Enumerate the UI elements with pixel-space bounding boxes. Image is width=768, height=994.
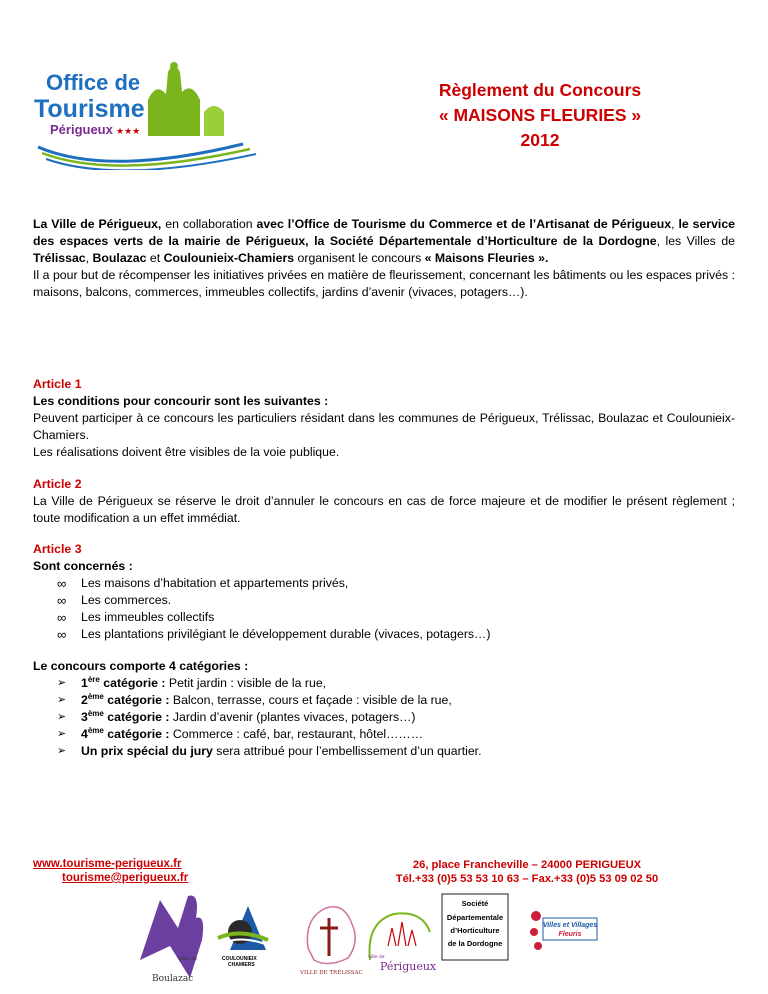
svg-text:★★★: ★★★ — [116, 127, 141, 137]
perigueux-city-logo — [367, 913, 437, 973]
horticulture-society-logo — [442, 894, 508, 960]
list-item: ∞ Les plantations privilégiant le développement durable (vivaces, potagers…) — [57, 627, 491, 642]
category-item: ➢ 3ème catégorie : Jardin d’avenir (plantes vivaces, potagers…) — [57, 709, 416, 724]
svg-text:VILLE DE TRÉLISSAC: VILLE DE TRÉLISSAC — [300, 970, 363, 976]
category-item: ➢ Un prix spécial du jury sera attribué pour l’embellissement d’un quartier. — [57, 744, 482, 758]
partner-logos — [130, 888, 730, 988]
intro-paragraph-1: La Ville de Périgueux, en collaboration avec l’Office de Tourisme du Commerce et de l’Artisanat de Périgueux, le service des espaces verts de la mairie de Périgueux, la Société Départementale d’Horticulture de la Dordogne, les Villes de Trélissac, Boulazac et Coulounieix-Chamiers organisent le concours « Maisons Fleuries ». — [33, 217, 736, 265]
svg-text:Périgueux: Périgueux — [380, 960, 437, 973]
contact-address — [362, 858, 692, 886]
trelissac-logo — [299, 907, 363, 976]
article-2-heading: Article 2 — [33, 477, 82, 491]
address-line: 26, place Francheville – 24000 PERIGUEUX — [412, 859, 642, 871]
flower-icon — [530, 911, 542, 950]
svg-text:COULOUNIEIX: COULOUNIEIX — [222, 956, 257, 962]
svg-text:Boulazac: Boulazac — [152, 974, 194, 984]
article-1-paragraph-2: Les réalisations doivent être visibles de la voie publique. — [33, 445, 340, 459]
coulounieix-chamiers-logo — [218, 906, 270, 968]
category-item: ➢ 1ère catégorie : Petit jardin : visible de la rue, — [57, 675, 327, 690]
infinity-bullet-icon: ∞ — [57, 610, 67, 625]
intro-paragraph-2: Il a pour but de récompenser les initiatives privées en matière de fleurissement, concernant les bâtiments ou les espaces privés : maisons, balcons, commerces, immeubles collectifs, jardins d’avenir (vivaces, potagers…). — [33, 268, 735, 299]
categories-heading: Le concours comporte 4 catégories : — [33, 659, 249, 673]
document-title — [375, 78, 705, 153]
svg-text:Périgueux: Périgueux — [50, 122, 113, 137]
svg-text:Villes et Villages: Villes et Villages — [542, 922, 598, 929]
categories-section — [33, 658, 735, 760]
article-1 — [33, 376, 735, 461]
svg-text:Ville de: Ville de — [178, 956, 198, 962]
list-item: ∞ Les maisons d’habitation et appartements privés, — [57, 576, 349, 591]
arrow-bullet-icon: ➢ — [57, 677, 67, 689]
phone-line: Tél.+33 (0)5 53 53 10 63 – Fax.+33 (0)5 53 09 02 50 — [395, 873, 659, 885]
boulazac-logo — [140, 895, 203, 984]
category-item: ➢ 4ème catégorie : Commerce : café, bar, restaurant, hôtel……… — [57, 726, 424, 741]
arrow-bullet-icon: ➢ — [57, 694, 67, 706]
article-3-subheading: Sont concernés : — [33, 559, 133, 573]
website-link[interactable]: www.tourisme-perigueux.fr — [33, 858, 182, 870]
svg-text:de la Dordogne: de la Dordogne — [447, 939, 503, 948]
article-3-heading: Article 3 — [33, 542, 82, 556]
svg-text:Départementale: Départementale — [446, 913, 504, 922]
article-1-heading: Article 1 — [33, 377, 82, 391]
arrow-bullet-icon: ➢ — [57, 745, 67, 757]
category-item: ➢ 2ème catégorie : Balcon, terrasse, cours et façade : visible de la rue, — [57, 692, 452, 707]
infinity-bullet-icon: ∞ — [57, 576, 67, 591]
title-line-3: 2012 — [520, 130, 560, 150]
email-link[interactable]: tourisme@perigueux.fr — [62, 872, 189, 884]
list-item: ∞ Les immeubles collectifs — [57, 610, 215, 625]
article-2 — [33, 476, 735, 527]
article-1-paragraph-1: Peuvent participer à ce concours les particuliers résidant dans les communes de Périgueux, Trélissac, Boulazac et Coulounieix-Chamiers. — [33, 411, 735, 442]
intro-section — [33, 216, 735, 301]
cathedral-icon — [148, 62, 224, 136]
concerned-list — [33, 575, 735, 643]
article-3 — [33, 541, 735, 643]
article-1-subheading: Les conditions pour concourir sont les suivantes : — [33, 394, 329, 408]
arrow-bullet-icon: ➢ — [57, 728, 67, 740]
svg-text:Société: Société — [461, 899, 489, 908]
infinity-bullet-icon: ∞ — [57, 593, 67, 608]
svg-text:ville de: ville de — [368, 955, 385, 960]
svg-text:d’Horticulture: d’Horticulture — [450, 926, 500, 935]
title-line-1: Règlement du Concours — [438, 80, 642, 100]
svg-text:Office de: Office de — [46, 70, 141, 95]
svg-text:Tourisme: Tourisme — [34, 95, 145, 123]
list-item: ∞ Les commerces. — [57, 593, 172, 608]
svg-text:Fleuris: Fleuris — [558, 931, 582, 938]
title-line-2: « MAISONS FLEURIES » — [438, 105, 642, 125]
categories-list — [33, 675, 735, 760]
svg-text:CHAMIERS: CHAMIERS — [228, 962, 255, 968]
office-de-tourisme-logo — [28, 52, 268, 170]
arrow-bullet-icon: ➢ — [57, 711, 67, 723]
infinity-bullet-icon: ∞ — [57, 627, 67, 642]
villes-villages-fleuris-logo — [530, 911, 597, 950]
article-2-paragraph: La Ville de Périgueux se réserve le droit d’annuler le concours en cas de force majeure et de modifier le présent règlement ; toute modification a un effet immédiat. — [33, 494, 735, 525]
